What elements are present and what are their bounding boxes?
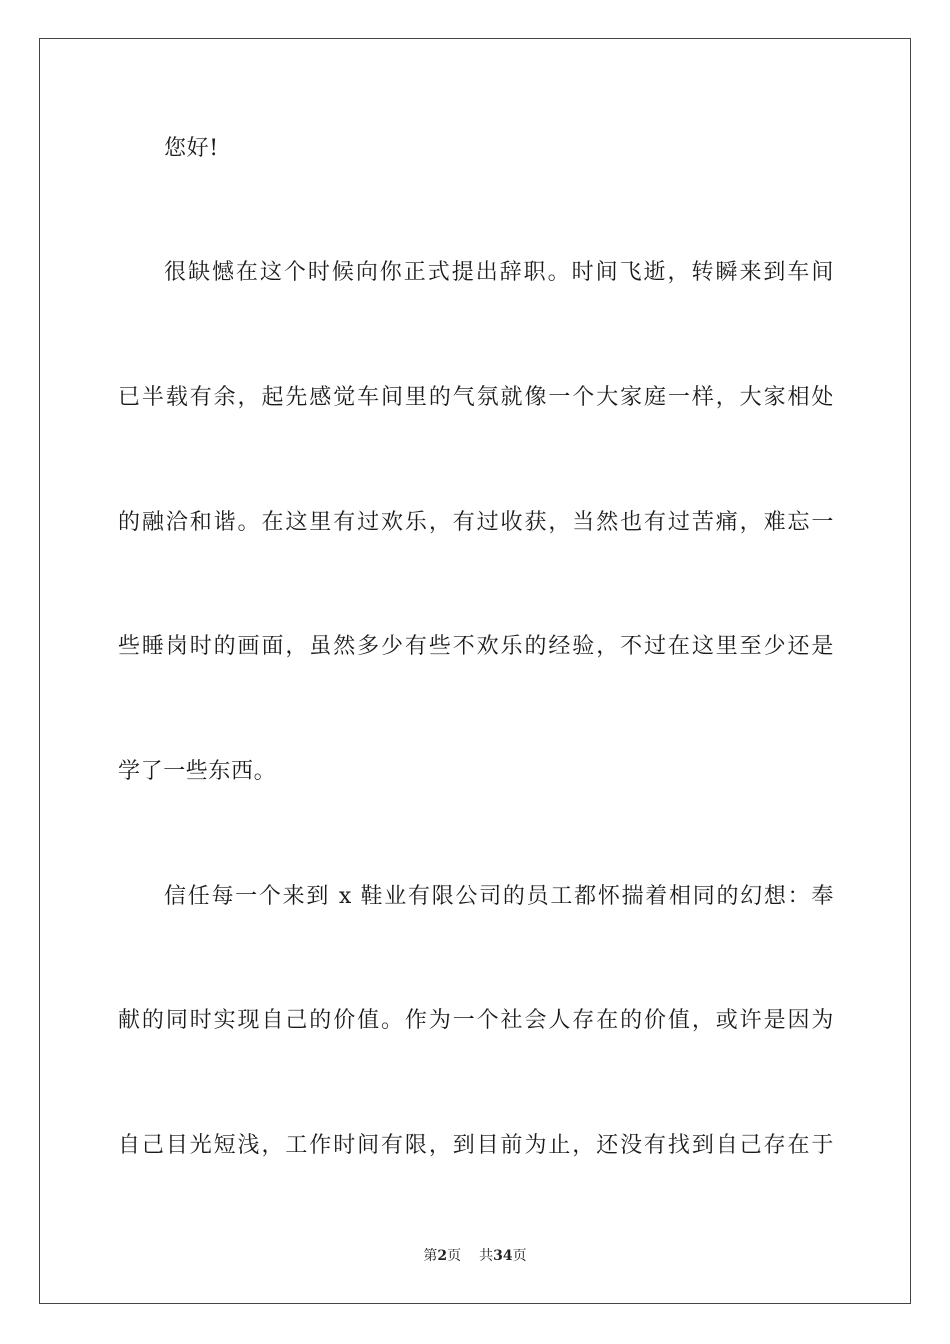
paragraph-line: 学了一些东西。 bbox=[118, 759, 277, 784]
paragraph-line: 献的同时实现自己的价值。作为一个社会人存在的价值，或许是因为 bbox=[118, 1008, 834, 1033]
footer-total-prefix: 共 bbox=[479, 1248, 494, 1264]
paragraph-line: 自己目光短浅，工作时间有限，到目前为止，还没有找到自己存在于 bbox=[118, 1133, 834, 1158]
page-border bbox=[39, 38, 911, 1304]
paragraph-line: 的融洽和谐。在这里有过欢乐，有过收获，当然也有过苦痛，难忘一 bbox=[118, 510, 834, 535]
footer-total-unit: 页 bbox=[512, 1248, 527, 1264]
greeting: 您好! bbox=[164, 136, 219, 161]
total-page-count: 34 bbox=[493, 1248, 513, 1264]
page-footer bbox=[0, 1247, 950, 1265]
footer-prefix: 第 bbox=[423, 1248, 438, 1264]
paragraph-line: 些睡岗时的画面，虽然多少有些不欢乐的经验，不过在这里至少还是 bbox=[118, 634, 834, 659]
current-page-number: 2 bbox=[437, 1248, 448, 1264]
paragraph-line: 已半载有余，起先感觉车间里的气氛就像一个大家庭一样，大家相处 bbox=[118, 385, 834, 410]
paragraph-line: 信任每一个来到 x 鞋业有限公司的员工都怀揣着相同的幻想：奉 bbox=[164, 884, 834, 909]
paragraph-line: 很缺憾在这个时候向你正式提出辞职。时间飞逝，转瞬来到车间 bbox=[164, 260, 834, 285]
footer-page-unit: 页 bbox=[447, 1248, 462, 1264]
